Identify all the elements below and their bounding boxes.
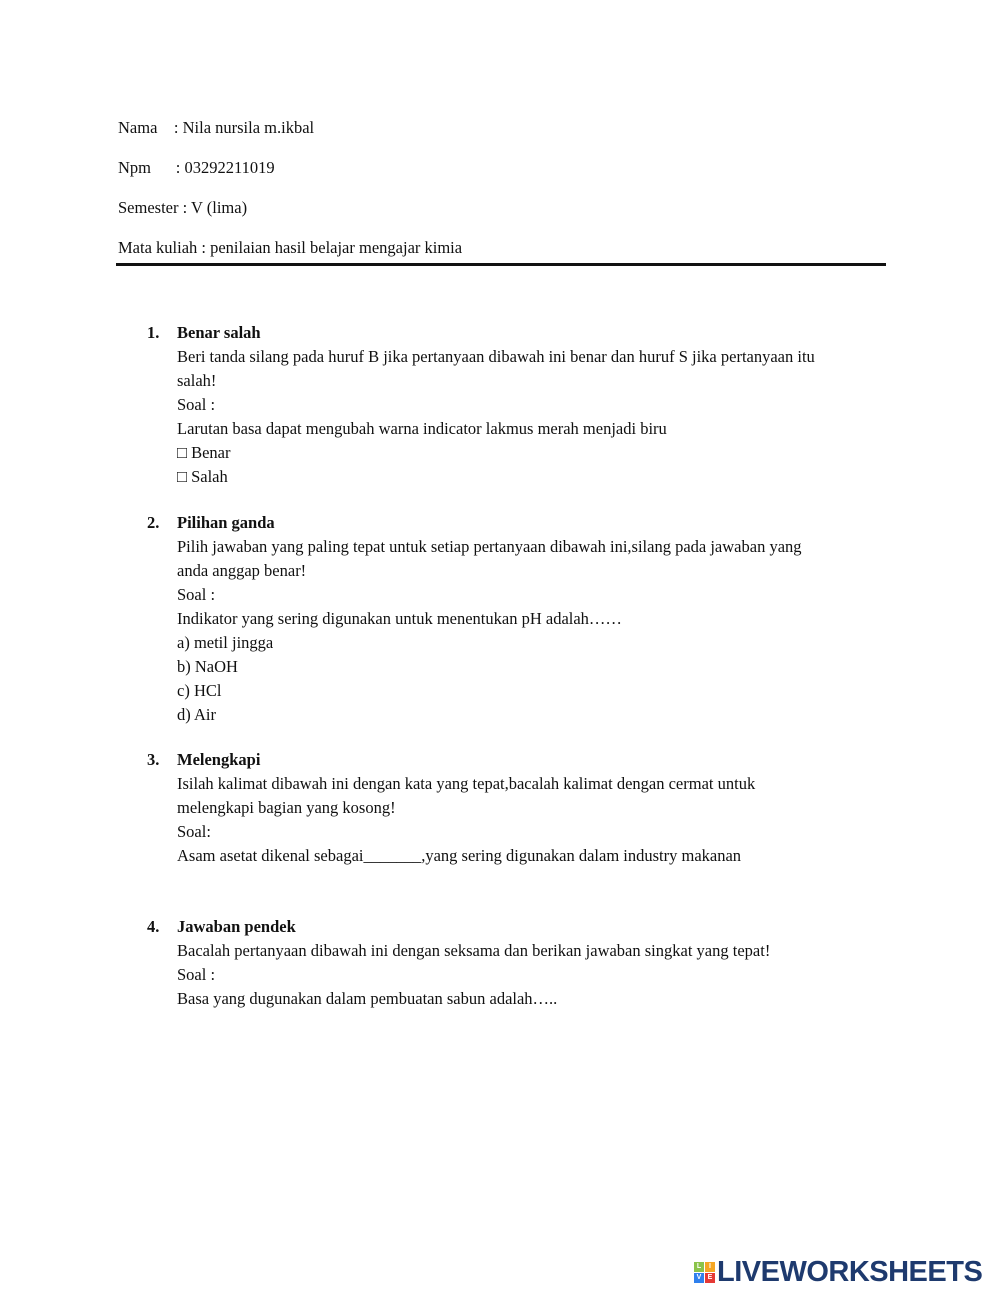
answer-option[interactable]: b) NaOH — [177, 657, 238, 676]
question-text: Indikator yang sering digunakan untuk menentukan pH adalah…… — [177, 609, 622, 628]
logo-text: LIVEWORKSHEETS — [717, 1256, 983, 1288]
logo-tile: E — [705, 1273, 715, 1283]
question-number: 1. — [147, 323, 160, 342]
answer-option[interactable]: d) Air — [177, 705, 216, 724]
question-text: Isilah kalimat dibawah ini dengan kata yang tepat,bacalah kalimat dengan cermat untuk — [177, 774, 756, 793]
question-text: Basa yang dugunakan dalam pembuatan sabun adalah….. — [177, 989, 558, 1008]
answer-option[interactable]: □ Benar — [177, 443, 231, 462]
student-npm: Npm : 03292211019 — [118, 158, 275, 177]
question-text: salah! — [177, 371, 217, 390]
question-text: Soal : — [177, 965, 216, 984]
logo-tile: L — [694, 1262, 704, 1272]
question-text: Soal : — [177, 585, 216, 604]
question-text: melengkapi bagian yang kosong! — [177, 798, 396, 817]
question-title: Pilihan ganda — [177, 513, 275, 532]
question-title: Jawaban pendek — [177, 917, 296, 936]
answer-option[interactable]: c) HCl — [177, 681, 222, 700]
student-name: Nama : Nila nursila m.ikbal — [118, 118, 315, 137]
question-text: anda anggap benar! — [177, 561, 307, 580]
question-text: Beri tanda silang pada huruf B jika pertanyaan dibawah ini benar dan huruf S jika pertanyaan itu — [177, 347, 815, 366]
question-number: 2. — [147, 513, 160, 532]
semester: Semester : V (lima) — [118, 198, 248, 217]
question-text: Larutan basa dapat mengubah warna indicator lakmus merah menjadi biru — [177, 419, 667, 438]
question-text: Soal: — [177, 822, 211, 841]
question-title: Melengkapi — [177, 750, 261, 769]
liveworksheets-logo — [694, 1256, 982, 1289]
question-text: Soal : — [177, 395, 216, 414]
question-number: 4. — [147, 917, 160, 936]
course: Mata kuliah : penilaian hasil belajar mengajar kimia — [118, 238, 463, 257]
answer-option[interactable]: a) metil jingga — [177, 633, 274, 652]
answer-option[interactable]: □ Salah — [177, 467, 228, 486]
question-text: Bacalah pertanyaan dibawah ini dengan seksama dan berikan jawaban singkat yang tepat! — [177, 941, 771, 960]
question-number: 3. — [147, 750, 160, 769]
logo-tile: V — [694, 1273, 704, 1283]
logo-tiles-icon — [694, 1262, 715, 1283]
question-text: Asam asetat dikenal sebagai_______,yang sering digunakan dalam industry makanan — [177, 846, 742, 865]
question-text: Pilih jawaban yang paling tepat untuk setiap pertanyaan dibawah ini,silang pada jawaban yang — [177, 537, 802, 556]
logo-tile: I — [705, 1262, 715, 1272]
header-divider — [116, 263, 886, 266]
question-title: Benar salah — [177, 323, 261, 342]
